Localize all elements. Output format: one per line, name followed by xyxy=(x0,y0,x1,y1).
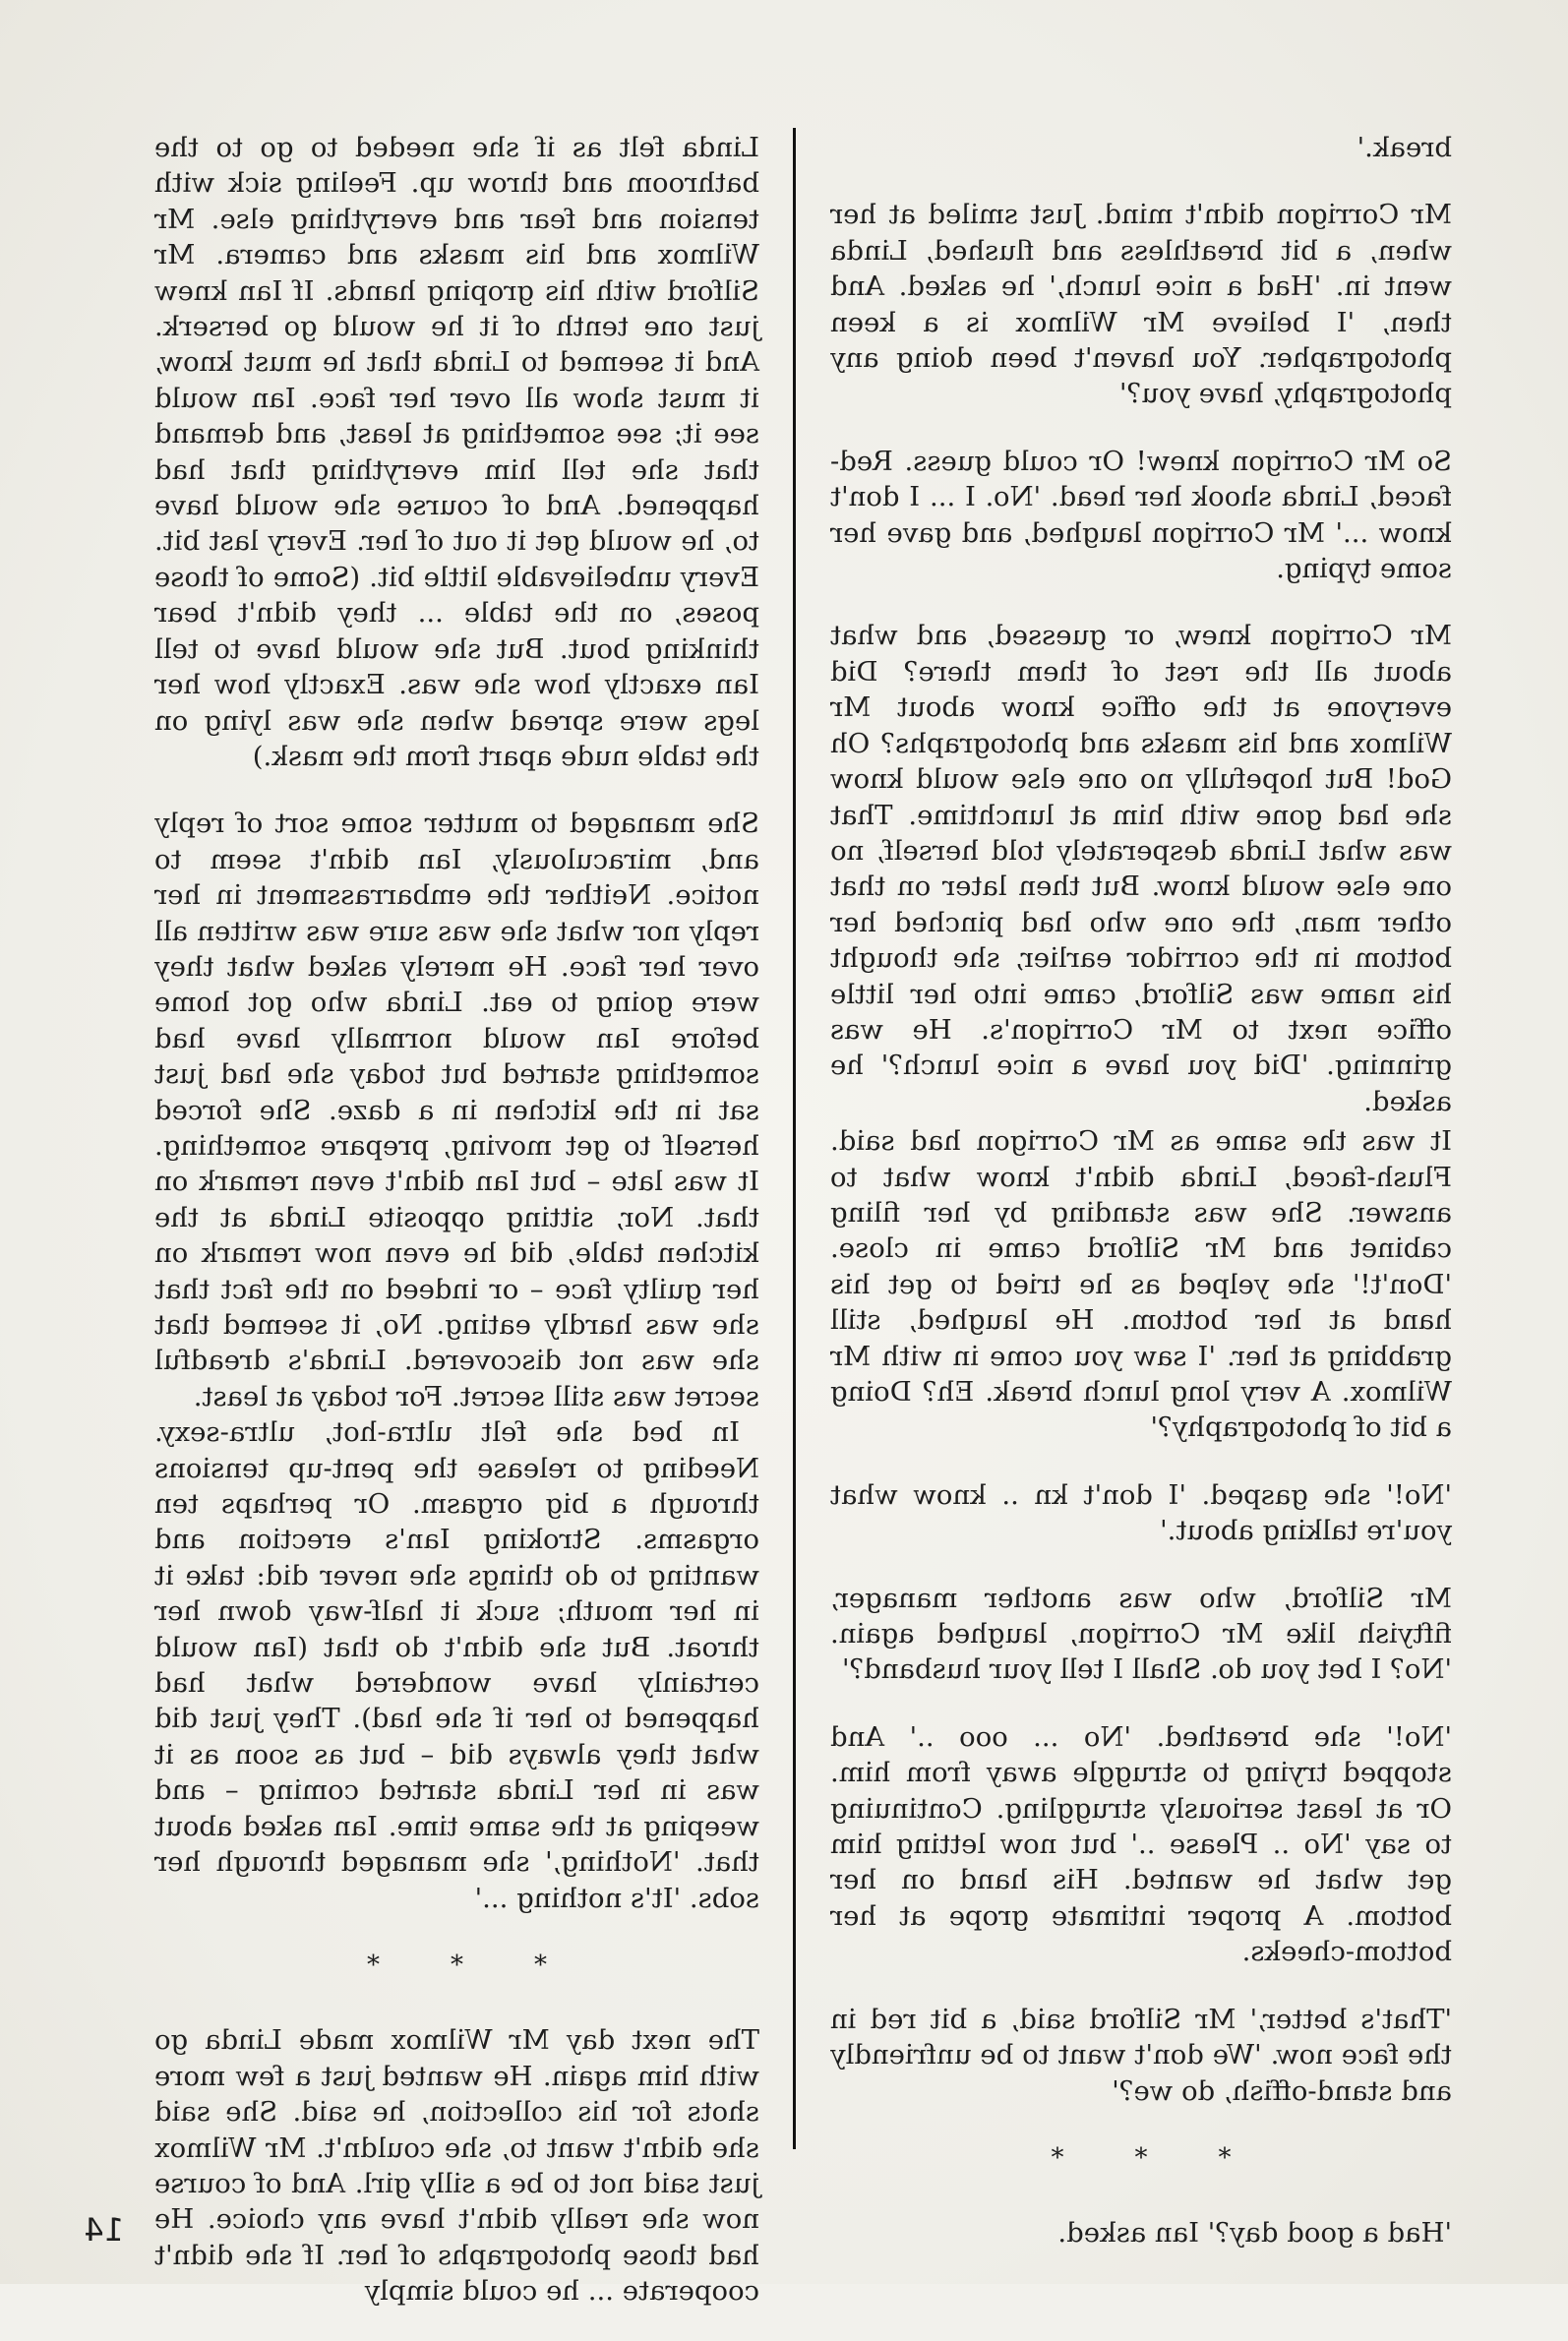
section-break xyxy=(830,2140,1452,2176)
star: * xyxy=(1051,2142,1064,2173)
paragraph: It was the same as Mr Corrigon had said. Flush-faced, Linda didn't know what to answer. She was standing by her filing cabinet and Mr Silford came in close. 'Don't!' she yelped as he tried to get his hand at her bottom. He laughed, still grabbing at her. 'I saw you come in with Mr Wilmox. A very long lunch break. Eh? Doing a bit of photography?' xyxy=(830,1125,1452,1444)
paragraph: break.' xyxy=(1357,132,1452,163)
section-break xyxy=(154,1948,759,1983)
paragraph: The next day Mr Wilmox made Linda go with him again. He wanted just a few more shots for his collection, he said. She said she didn't want to, she couldn't. Mr Wilmox just said not to be a silly girl. And of course now she really didn't have any choice. He had those photographs of her. If she didn't cooperate ... he could simply xyxy=(154,2024,759,2308)
star: * xyxy=(1134,2142,1148,2173)
paragraph: 'No!' she breathed. 'No ... ooo ..' And stopped trying to struggle away from him. Or at least seriously struggling. Continuing to say 'No .. Please ..' but now letting him get what he wanted. His hand on her bottom. A proper intimate grope at her bottom-cheeks. xyxy=(830,1720,1452,1968)
paragraph: So Mr Corrigon knew! Or could guess. Red-faced, Linda shook her head. 'No. I ... I don't know ...' Mr Corrigon laughed, and gave her some typing. xyxy=(830,445,1452,585)
paragraph: She managed to mutter some sort of reply and, miraculously, Ian didn't seem to notice. Neither the embarrassment in her reply nor what she was sure was written all over her face. He merely asked what they were going to eat. Linda who got home before Ian would normally have had something started but today she had just sat in the kitchen in a daze. She forced herself to get moving, prepare something. It was late – but Ian didn't even remark on that. Nor, sitting opposite Linda at the kitchen table, did he even now remark on her guilty face – or indeed on the fact that she was hardly eating. No, it seemed that she was not discovered. Linda's dreadful secret was still secret. For today at least. xyxy=(154,808,759,1412)
right-text-column xyxy=(154,130,759,2341)
paragraph: Mr Silford, who was another manager, fiftyish like Mr Corrigon, laughed again. 'No? I bet you do. Shall I tell your husband?' xyxy=(830,1582,1452,1686)
star: * xyxy=(1218,2142,1232,2173)
page-number: 14 xyxy=(84,2211,124,2249)
star: * xyxy=(367,1950,380,1980)
star: * xyxy=(534,1950,547,1980)
left-text-column xyxy=(830,130,1452,2283)
paragraph: Linda felt as if she needed to go to the bathroom and throw up. Feeling sick with tension and fear and everything else. Mr Wilmox and his masks and camera. Mr Silford with his groping hands. If Ian knew just one tenth of it he would go berserk. And it seemed to Linda that he must know, it must show all over her face. Ian would see it; see something at least, and demand that she tell him everything that had happened. And of course she would have to, he would get it out of her. Every last bit. Every unbelievable little bit. (Some of those poses, on the table ... they didn't bear thinking bout. But she would have to tell Ian exactly how she was. Exactly how her legs were spread when she was lying on the table nude apart from the mask.) xyxy=(154,132,759,772)
column-divider xyxy=(793,128,796,2149)
star: * xyxy=(451,1950,463,1980)
paragraph: Mr Corrigon knew, or guessed, and what about all the rest of them there? Did everyone at the office know about Mr Wilmox and his masks and photographs? Oh God! But hopefully no one else would know she had gone with him at lunchtime. That was what Linda desperately told herself, no one else would know. But then later on that other man, the one who had pinched her bottom in the corridor earlier, she thought his name was Silford, came into her little office next to Mr Corrigon's. He was grinning. 'Did you have a nice lunch?' he asked. xyxy=(830,620,1452,1117)
paragraph: Mr Corrigon didn't mind. Just smiled at her when, a bit breathless and flushed, Linda went in. 'Had a nice lunch,' he asked. And then, 'I believe Mr Wilmox is a keen photographer. You haven't been doing any photography, have you?' xyxy=(830,199,1452,410)
paragraph: 'Had a good day?' Ian asked. xyxy=(1057,2217,1452,2250)
paragraph: In bed she felt ultra-hot, ultra-sexy. Needing to release the pent-up tensions through a big orgasm. Or perhaps ten orgasms. Stroking Ian's erection and wanting to do things she never did: take it in her mouth; suck it half-way down her throat. But she didn't do that (Ian would certainly have wondered what had happened to her if she had). They just did what they always did – but as soon as it was in her Linda started coming – and weeping at the same time. Ian asked about that. 'Nothing,' she managed through her sobs. 'It's nothing ...' xyxy=(154,1416,759,1914)
paragraph: 'That's better,' Mr Silford said, a bit red in the face now. 'We don't want to be unfriendly and stand-offish, do we?' xyxy=(830,2003,1452,2107)
paragraph: 'No!' she gasped. 'I don't kn .. know what you're talking about.' xyxy=(830,1478,1452,1547)
